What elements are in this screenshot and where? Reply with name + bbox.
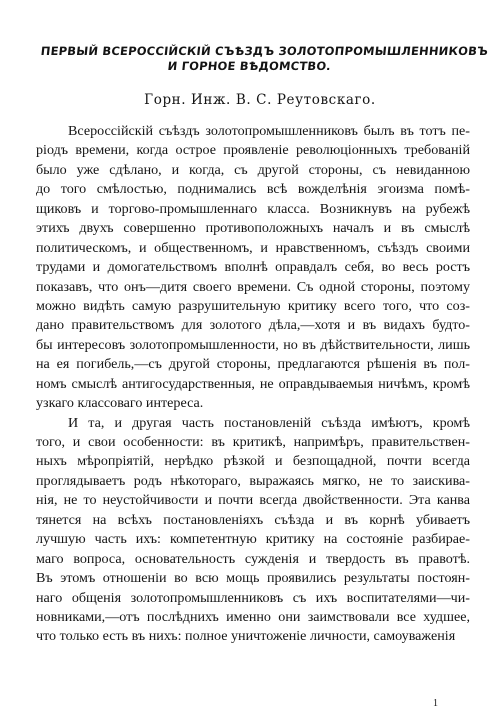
text-line: бы интересовъ золотопромышленности, но въ дѣйствительности, лишь	[36, 336, 470, 353]
text-line: было уже сдѣлано, и когда, съ другой стороны, съ невиданною	[36, 161, 470, 178]
text-line: узкаго классоваго интереса.	[36, 395, 204, 412]
text-line: показавъ, что онъ—дитя своего времени. Съ одной стороны, поэтому	[36, 278, 470, 295]
text-line: того, и свои особенности: въ критикѣ, напримѣръ, правительствен-	[36, 434, 470, 450]
text-line: трудами и домогательствомъ вполнѣ оправдалъ себя, во весь ростъ	[36, 259, 470, 276]
text-line: нія, не то неустойчивости и почти всегда двойственности. Эта канва	[36, 492, 470, 509]
text-line: ріодъ времени, когда острое проявленіе революціонныхъ требованій	[36, 142, 470, 159]
text-line: политическомъ, и общественномъ, и нравственномъ, съѣздъ своими	[36, 239, 470, 256]
text-line: новниками,—отъ послѣднихъ именно они заимствовали все худшее,	[36, 608, 470, 625]
text-line: ныхъ мѣропріятій, нерѣдко рѣзкой и безпощадной, почти всегда	[36, 453, 470, 470]
text-line: тянется на всѣхъ постановленіяхъ съѣзда и въ корнѣ убиваетъ	[36, 511, 470, 528]
text-line: проглядываетъ родъ нѣкотораго, выражаясь мягко, не то заискива-	[36, 472, 470, 489]
text-line: щиковъ и торгово-промышленнаго класса. Возникнувъ на рубежѣ	[36, 200, 470, 217]
text-line: дано правительствомъ для золотого дѣла,—хотя и въ видахъ будто-	[36, 317, 470, 334]
author-byline: Горн. Инж. В. С. Реутовскаго.	[144, 92, 376, 108]
paragraph	[36, 414, 470, 647]
article-title-line-1: ПЕРВЫЙ ВСЕРОССІЙСКІЙ СЪѢЗДЪ ЗОЛОТОПРОМЫШЛЕННИКОВЪ	[40, 44, 489, 58]
text-line: на ея погибель,—съ другой стороны, предлагаются рѣшенія въ пол-	[36, 356, 470, 373]
text-line: этихъ двухъ совершенно противоположныхъ началъ и въ смыслѣ	[36, 220, 470, 237]
text-line: можно видѣть самую разрушительную критику всего того, что соз-	[36, 297, 470, 314]
text-line: И та, и другая часть постановленій съѣзда имѣютъ, кромѣ	[68, 414, 470, 431]
article-body	[36, 122, 470, 647]
text-line: маго вопроса, основательность сужденія и твердость въ правотѣ.	[36, 550, 470, 567]
text-line: лучшую часть ихъ: компетентную критику на состояніе разбирае-	[36, 531, 470, 548]
text-line: Всероссійскій съѣздъ золотопромышленниковъ былъ въ тотъ пе-	[68, 123, 470, 139]
text-line: наго общенія золотопромышленниковъ съ ихъ воспитателями—чи-	[36, 589, 470, 606]
text-line: номъ смыслѣ антигосударственныя, не оправдываемыя ничѣмъ, кромѣ	[36, 375, 470, 392]
text-line: Въ этомъ отношеніи во всю мощь проявились результаты постоян-	[36, 570, 470, 587]
text-line: что только есть въ нихъ: полное уничтоженіе личности, самоуваженія	[36, 628, 456, 645]
paragraph	[36, 122, 470, 414]
article-title-line-2: И ГОРНОЕ ВѢДОМСТВО.	[166, 59, 332, 73]
article-title	[38, 44, 489, 74]
text-line: до того смѣлостью, поднимались всѣ вожделѣнія эгоизма помѣ-	[36, 181, 470, 198]
page-number: 1	[433, 698, 438, 709]
